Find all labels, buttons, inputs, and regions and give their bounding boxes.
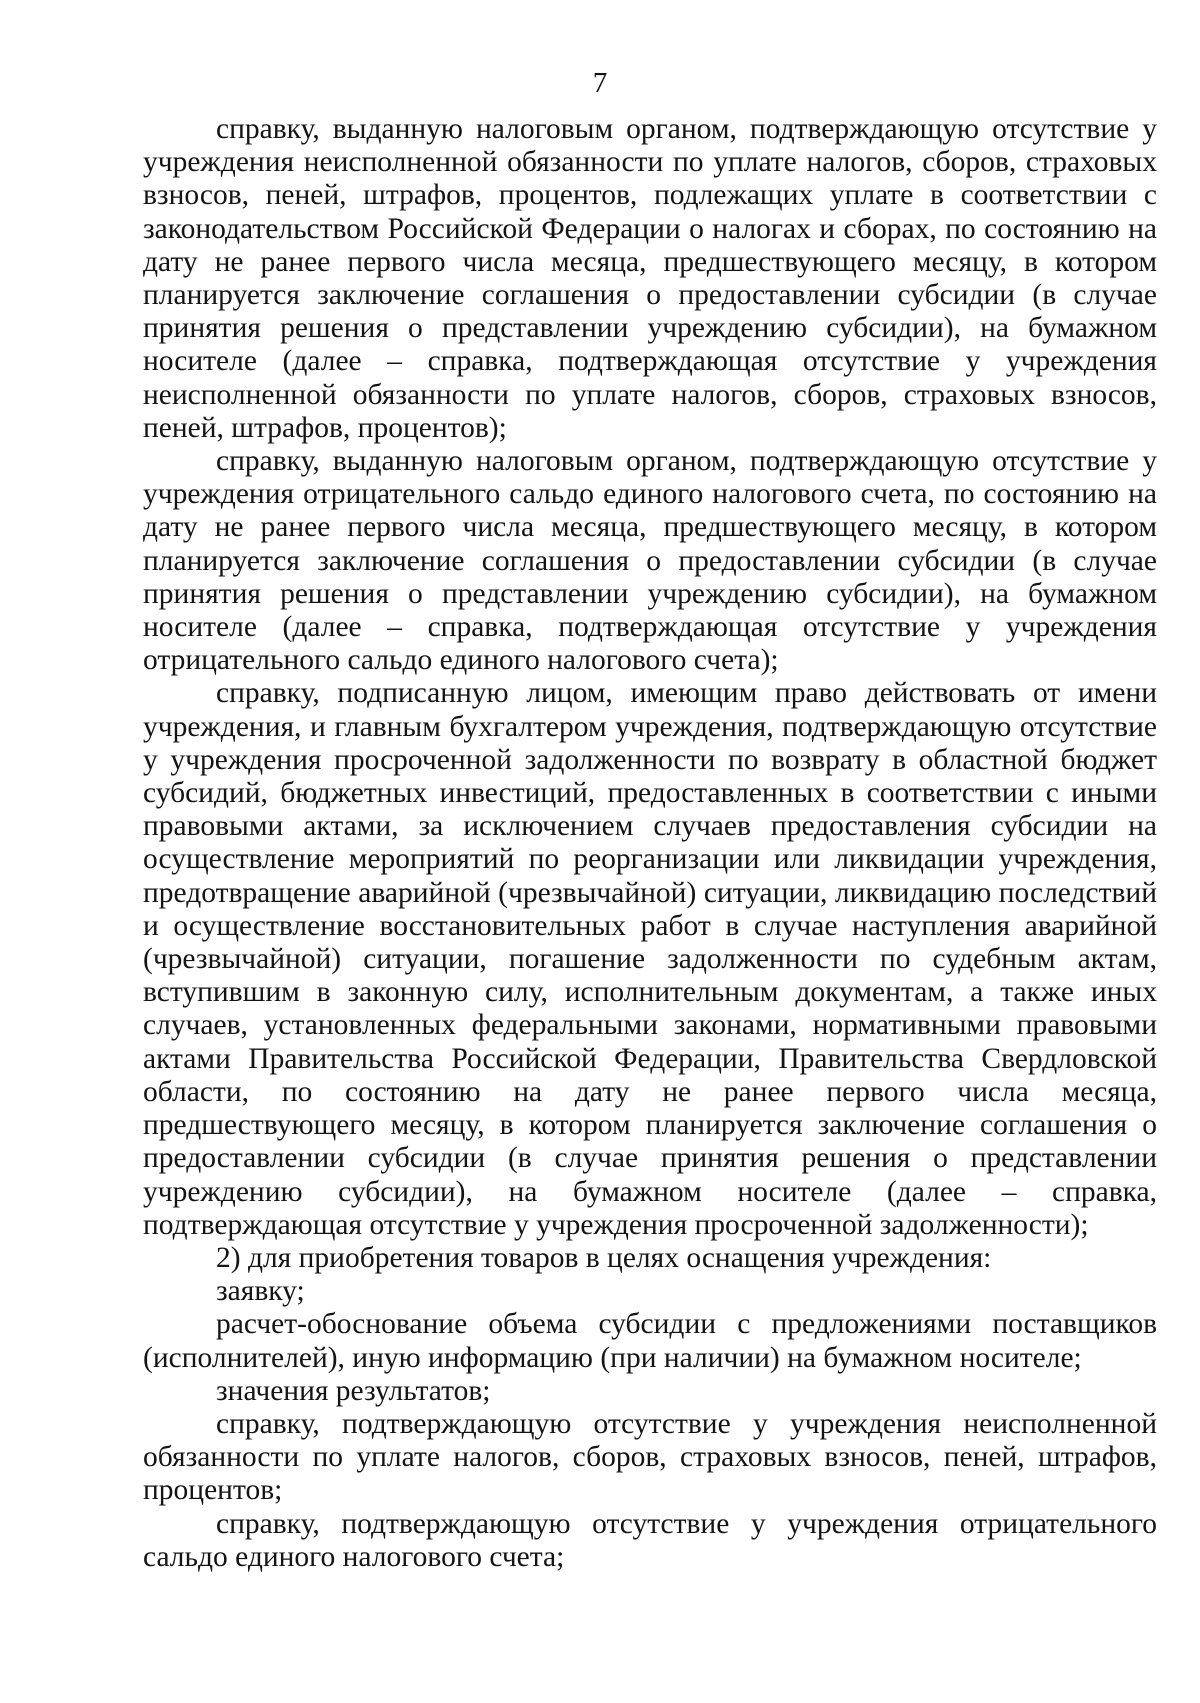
paragraph-overdue-debt-certificate: справку, подписанную лицом, имеющим право действовать от имени учреждения, и главным бухгалтером учреждения, подтверждающую отсутствие у учреждения просроченной задолженности по возврату в областной бюджет субсидий, бюджетных инвестиций, предоставленных в соответствии с иными правовыми актами, за исключением случаев предоставления субсидии на осуществление мероприятий по реорганизации или ликвидации учреждения, предотвращение аварийной (чрезвычайной) ситуации, ликвидацию последствий и осуществление восстановительных работ в случае наступления аварийной (чрезвычайной) ситуации, погашение задолженности по судебным актам, вступившим в законную силу, исполнительным документам, а также иных случаев, установленных федеральными законами, нормативными правовыми актами Правительства Российской Федерации, Правительства Свердловской области, по состоянию на дату не ранее первого числа месяца, предшествующего месяцу, в котором планируется заключение соглашения о предоставлении субсидии (в случае принятия решения о представлении учреждению субсидии), на бумажном носителе (далее – справка, подтверждающая отсутствие у учреждения просроченной задолженности); [143,677,1157,1241]
list-item-result-values: значения результатов; [216,1374,491,1407]
list-item-equipment-purchase: 2) для приобретения товаров в целях оснащения учреждения: [216,1241,992,1274]
paragraph-tax-arrears-certificate: справку, выданную налоговым органом, подтверждающую отсутствие у учреждения неисполненной обязанности по уплате налогов, сборов, страховых взносов, пеней, штрафов, процентов, подлежащих уплате в соответствии с законодательством Российской Федерации о налогах и сборах, по состоянию на дату не ранее первого числа месяца, предшествующего месяцу, в котором планируется заключение соглашения о предоставлении субсидии (в случае принятия решения о представлении учреждению субсидии), на бумажном носителе (далее – справка, подтверждающая отсутствие у учреждения неисполненной обязанности по уплате налогов, сборов, страховых взносов, пеней, штрафов, процентов); [143,113,1157,444]
list-item-tax-certificate: справку, подтверждающую отсутствие у учреждения неисполненной обязанности по уплате налогов, сборов, страховых взносов, пеней, штрафов, процентов; [143,1407,1157,1507]
document-body [143,113,1157,1574]
list-item-application: заявку; [216,1275,305,1308]
paragraph-negative-balance-certificate: справку, выданную налоговым органом, подтверждающую отсутствие у учреждения отрицательного сальдо единого налогового счета, по состоянию на дату не ранее первого числа месяца, предшествующего месяцу, в котором планируется заключение соглашения о предоставлении субсидии (в случае принятия решения о представлении учреждению субсидии), на бумажном носителе (далее – справка, подтверждающая отсутствие у учреждения отрицательного сальдо единого налогового счета); [143,445,1157,677]
list-item-balance-certificate: справку, подтверждающую отсутствие у учреждения отрицательного сальдо единого налогового счета; [143,1507,1157,1573]
page-number: 7 [592,67,608,99]
list-item-calculation: расчет-обоснование объема субсидии с предложениями поставщиков (исполнителей), иную информацию (при наличии) на бумажном носителе; [143,1308,1157,1374]
